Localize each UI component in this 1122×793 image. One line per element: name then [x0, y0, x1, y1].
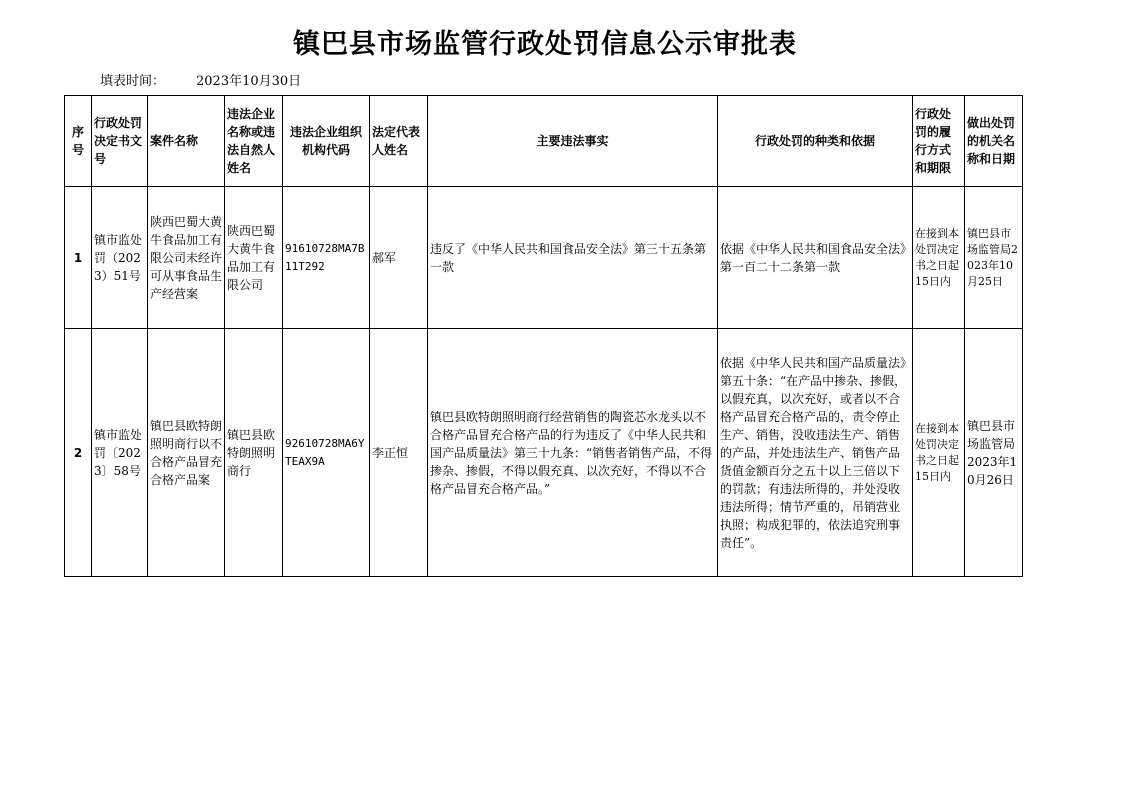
header-legal-rep: 法定代表人姓名 — [370, 96, 428, 187]
cell-org-code: 92610728MA6YTEAX9A — [283, 329, 370, 577]
cell-legal-rep: 郝军 — [370, 187, 428, 329]
header-doc-no: 行政处罚决定书文号 — [92, 96, 148, 187]
header-org-code: 违法企业组织机构代码 — [283, 96, 370, 187]
header-basis: 行政处罚的种类和依据 — [718, 96, 913, 187]
fill-date-label: 填表时间： — [100, 74, 166, 89]
cell-seq: 1 — [65, 187, 92, 329]
table-row — [65, 329, 1023, 577]
fill-date — [100, 70, 301, 89]
header-seq: 序号 — [65, 96, 92, 187]
cell-doc-no: 镇市监处罚（2023）51号 — [92, 187, 148, 329]
cell-org-code: 91610728MA7B11T292 — [283, 187, 370, 329]
cell-seq: 2 — [65, 329, 92, 577]
cell-entity: 陕西巴蜀大黄牛食品加工有限公司 — [225, 187, 283, 329]
header-method: 行政处罚的履行方式和期限 — [913, 96, 965, 187]
cell-basis: 依据《中华人民共和国产品质量法》第五十条：“在产品中掺杂、掺假，以假充真，以次充好，或者以不合格产品冒充合格产品的，责令停止生产、销售，没收违法生产、销售的产品，并处违法生产、销售产品货值金额百分之五十以上三倍以下的罚款；有违法所得的，并处没收违法所得；情节严重的，吊销营业执照；构成犯罪的，依法追究刑事责任”。 — [718, 329, 913, 577]
cell-authority: 镇巴县市场监管局2023年10月25日 — [965, 187, 1023, 329]
header-case-name: 案件名称 — [148, 96, 225, 187]
table-header-row — [65, 96, 1023, 187]
cell-facts: 镇巴县欧特朗照明商行经营销售的陶瓷芯水龙头以不合格产品冒充合格产品的行为违反了《中华人民共和国产品质量法》第三十九条：“销售者销售产品，不得掺杂、掺假，不得以假充真、以次充好，不得以不合格产品冒充合格产品。” — [428, 329, 718, 577]
page-title: 镇巴县市场监管行政处罚信息公示审批表 — [293, 29, 797, 60]
cell-doc-no: 镇市监处罚〔2023〕58号 — [92, 329, 148, 577]
cell-facts: 违反了《中华人民共和国食品安全法》第三十五条第一款 — [428, 187, 718, 329]
header-authority: 做出处罚的机关名称和日期 — [965, 96, 1023, 187]
fill-date-value: 2023年10月30日 — [196, 74, 302, 89]
cell-method: 在接到本处罚决定书之日起15日内 — [913, 187, 965, 329]
cell-case-name: 陕西巴蜀大黄牛食品加工有限公司未经许可从事食品生产经营案 — [148, 187, 225, 329]
cell-authority: 镇巴县市场监管局2023年10月26日 — [965, 329, 1023, 577]
penalty-table — [64, 95, 1023, 577]
header-facts: 主要违法事实 — [428, 96, 718, 187]
table-row — [65, 187, 1023, 329]
cell-method: 在接到本处罚决定书之日起15日内 — [913, 329, 965, 577]
header-entity: 违法企业名称或违法自然人姓名 — [225, 96, 283, 187]
cell-entity: 镇巴县欧特朗照明商行 — [225, 329, 283, 577]
cell-legal-rep: 李正恒 — [370, 329, 428, 577]
cell-case-name: 镇巴县欧特朗照明商行以不合格产品冒充合格产品案 — [148, 329, 225, 577]
cell-basis: 依据《中华人民共和国食品安全法》第一百二十二条第一款 — [718, 187, 913, 329]
